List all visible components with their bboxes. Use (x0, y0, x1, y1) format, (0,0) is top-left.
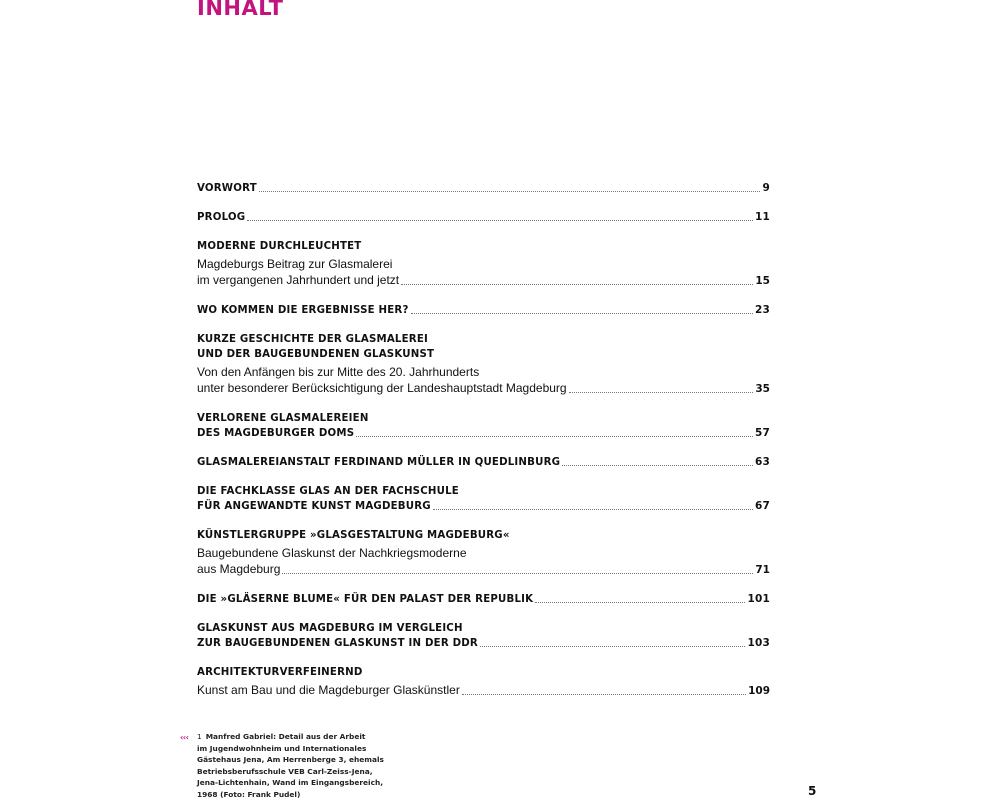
image-caption (197, 731, 397, 801)
toc-heading: FÜR ANGEWANDTE KUNST MAGDEBURG (197, 501, 431, 512)
toc-page-number: 103 (747, 637, 770, 649)
toc-entry (197, 181, 770, 196)
leader-dots (480, 645, 746, 647)
caption-line (197, 731, 397, 743)
caption-text: Manfred Gabriel: Detail aus der Arbeit (205, 732, 366, 741)
leader-dots (569, 391, 754, 393)
caption-line (197, 754, 397, 766)
toc-heading: DES MAGDEBURGER DOMS (197, 428, 355, 439)
toc-subtitle: Magdeburgs Beitrag zur Glasmalerei (197, 257, 393, 271)
toc-heading: DIE FACHKLASSE GLAS AN DER FACHSCHULE (197, 486, 459, 497)
toc-page-number: 23 (754, 304, 770, 316)
toc-page-number: 101 (747, 593, 770, 605)
toc-entry (197, 303, 770, 318)
toc-page-number: 11 (754, 211, 770, 223)
leader-dots (282, 572, 753, 574)
toc-page-number: 15 (755, 275, 770, 287)
toc-entry (197, 332, 770, 397)
toc-heading: ARCHITEKTURVERFEINERND (197, 667, 363, 678)
leader-dots (535, 601, 745, 603)
caption-line (197, 766, 397, 778)
leader-dots (562, 464, 753, 466)
toc-page-number: 35 (755, 383, 770, 395)
toc-entry (197, 592, 770, 607)
toc-subtitle: unter besonderer Berücksichtigung der Landeshauptstadt Magdeburg (197, 381, 567, 395)
toc-heading: KÜNSTLERGRUPPE »GLASGESTALTUNG MAGDEBURG« (197, 530, 510, 541)
toc-heading: GLASMALEREIANSTALT FERDINAND MÜLLER IN QUEDLINBURG (197, 457, 561, 468)
page-title: INHALT (197, 0, 284, 20)
toc-heading: DIE »GLÄSERNE BLUME« FÜR DEN PALAST DER REPUBLIK (197, 594, 534, 605)
toc-entry (197, 484, 770, 514)
toc-heading: VERLORENE GLASMALEREIEN (197, 413, 369, 424)
toc-page-number: 71 (755, 564, 770, 576)
toc-heading: ZUR BAUGEBUNDENEN GLASKUNST IN DER DDR (197, 638, 478, 649)
caption-marker: ‹‹‹ (180, 733, 189, 742)
toc-page-number: 63 (754, 456, 770, 468)
toc-entry (197, 665, 770, 699)
leader-dots (411, 312, 753, 314)
toc-subtitle: aus Magdeburg (197, 562, 281, 576)
toc-subtitle: im vergangenen Jahrhundert und jetzt (197, 273, 400, 287)
toc-page-number: 9 (762, 182, 770, 194)
caption-number: 1 (197, 732, 202, 741)
table-of-contents (197, 181, 770, 713)
toc-heading: WO KOMMEN DIE ERGEBNISSE HER? (197, 305, 409, 316)
toc-entry (197, 411, 770, 441)
caption-text: im Jugendwohnheim und Internationales (197, 743, 367, 753)
toc-entry (197, 528, 770, 578)
toc-entry (197, 455, 770, 470)
toc-entry (197, 621, 770, 651)
toc-heading: PROLOG (197, 212, 246, 223)
toc-heading: GLASKUNST AUS MAGDEBURG IM VERGLEICH (197, 623, 463, 634)
leader-dots (247, 219, 753, 221)
toc-entry (197, 239, 770, 289)
leader-dots (356, 435, 753, 437)
toc-page-number: 57 (754, 427, 770, 439)
caption-line (197, 743, 397, 755)
toc-heading: UND DER BAUGEBUNDENEN GLASKUNST (197, 349, 435, 360)
caption-text: Jena-Lichtenhain, Wand im Eingangsbereich, (197, 778, 384, 788)
leader-dots (259, 190, 761, 192)
caption-text: Betriebsberufsschule VEB Carl-Zeiss-Jena, (197, 766, 373, 776)
toc-subtitle: Kunst am Bau und die Magdeburger Glaskünstler (197, 683, 460, 697)
toc-heading: MODERNE DURCHLEUCHTET (197, 241, 362, 252)
leader-dots (433, 508, 753, 510)
toc-page-number: 109 (748, 685, 770, 697)
caption-text: 1968 (Foto: Frank Pudel) (197, 789, 301, 799)
caption-text: Gästehaus Jena, Am Herrenberge 3, ehemals (197, 755, 384, 765)
toc-subtitle: Baugebundene Glaskunst der Nachkriegsmoderne (197, 546, 467, 560)
toc-heading: KURZE GESCHICHTE DER GLASMALEREI (197, 334, 428, 345)
caption-line (197, 789, 397, 801)
leader-dots (462, 693, 746, 695)
toc-subtitle: Von den Anfängen bis zur Mitte des 20. Jahrhunderts (197, 365, 480, 379)
toc-heading: VORWORT (197, 183, 257, 194)
page-number: 5 (808, 784, 817, 798)
toc-entry (197, 210, 770, 225)
toc-page-number: 67 (754, 500, 770, 512)
caption-line (197, 777, 397, 789)
leader-dots (401, 283, 753, 285)
